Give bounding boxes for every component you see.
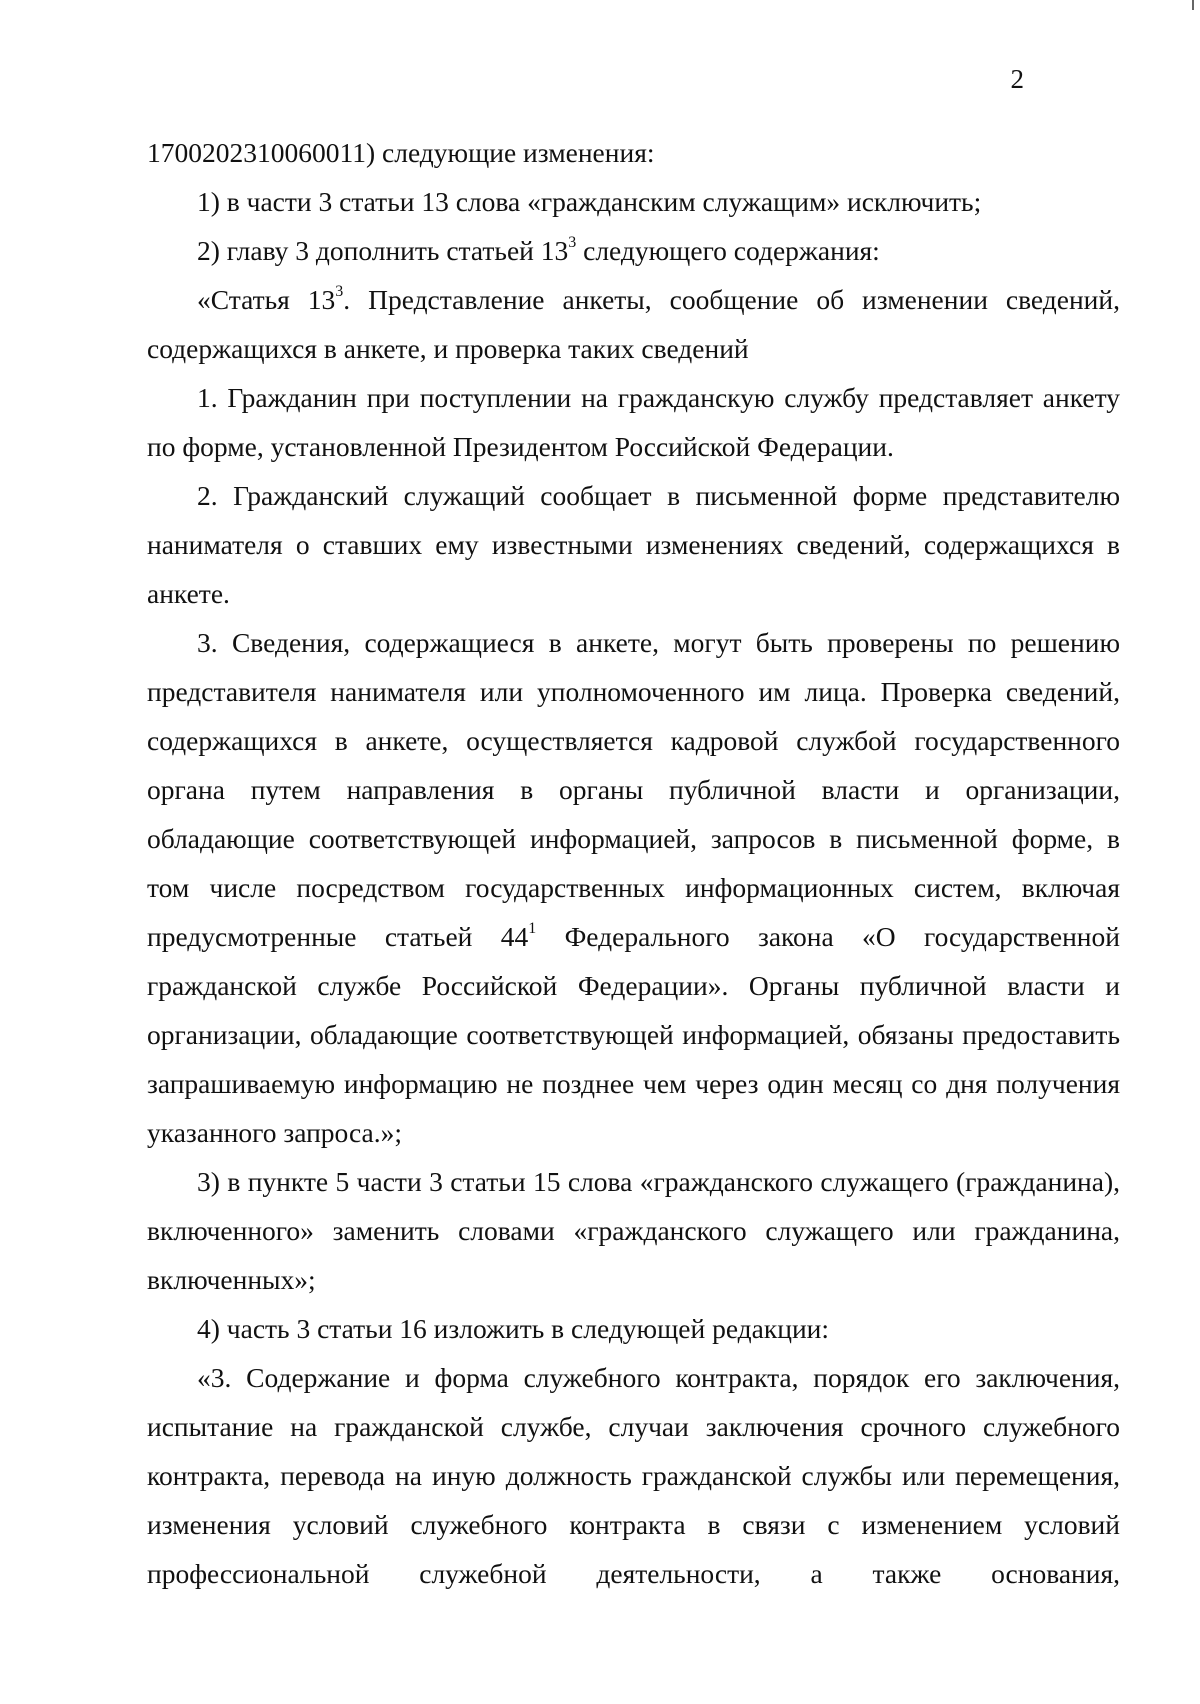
superscript: 3: [568, 234, 577, 251]
paragraph: [147, 226, 1120, 275]
paragraph: [147, 618, 1120, 1157]
text-run: 1700202310060011) следующие изменения:: [147, 137, 655, 168]
paragraph: [147, 128, 1120, 177]
document-body: [147, 128, 1120, 1598]
page-number: 2: [1010, 64, 1024, 94]
text-run: Федерального закона «О государственной гражданской службе Российской Федерации». Органы публичной власти и организации, обладающие соответствующей информацией, обязаны предоставить запрашиваемую информацию не позднее чем через один месяц со дня получения указанного запроса.»;: [147, 921, 1120, 1148]
text-run: 2. Гражданский служащий сообщает в письменной форме представителю нанимателя о ставших ему известными изменениях сведений, содержащихся в анкете.: [147, 480, 1120, 609]
text-run: 1) в части 3 статьи 13 слова «гражданским служащим» исключить;: [197, 186, 982, 217]
text-run: 3. Сведения, содержащиеся в анкете, могут быть проверены по решению представителя нанимателя или уполномоченного им лица. Проверка сведений, содержащихся в анкете, осуществляется кадровой службой государственного органа путем направления в органы публичной власти и организации, обладающие соответствующей информацией, запросов в письменной форме, в том числе посредством государственных информационных систем, включая предусмотренные статьей 44: [147, 627, 1120, 952]
paragraph: [147, 177, 1120, 226]
text-run: 2) главу 3 дополнить статьей 13: [197, 235, 569, 266]
text-run: 3) в пункте 5 части 3 статьи 15 слова «гражданского служащего (гражданина), включенного» заменить словами «гражданского служащего или гражданина, включенных»;: [147, 1166, 1120, 1295]
paragraph: [147, 1304, 1120, 1353]
paragraph: [147, 373, 1120, 471]
text-run: «3. Содержание и форма служебного контракта, порядок его заключения, испытание на гражданской службе, случаи заключения срочного служебного контракта, перевода на иную должность гражданской службы или перемещения, изменения условий служебного контракта в связи с изменением условий профессиональной служебной деятельности, а также основания,: [147, 1362, 1120, 1589]
superscript: 1: [528, 920, 537, 937]
text-run: следующего содержания:: [576, 235, 880, 266]
scan-mark: [1192, 0, 1194, 10]
paragraph: [147, 1353, 1120, 1598]
superscript: 3: [335, 283, 344, 300]
text-run: «Статья 13: [197, 284, 336, 315]
paragraph: [147, 471, 1120, 618]
text-run: . Представление анкеты, сообщение об изменении сведений, содержащихся в анкете, и проверка таких сведений: [147, 284, 1120, 364]
paragraph: [147, 1157, 1120, 1304]
text-run: 4) часть 3 статьи 16 изложить в следующей редакции:: [197, 1313, 830, 1344]
text-run: 1. Гражданин при поступлении на гражданскую службу представляет анкету по форме, установленной Президентом Российской Федерации.: [147, 382, 1120, 462]
article-heading: [147, 275, 1120, 373]
